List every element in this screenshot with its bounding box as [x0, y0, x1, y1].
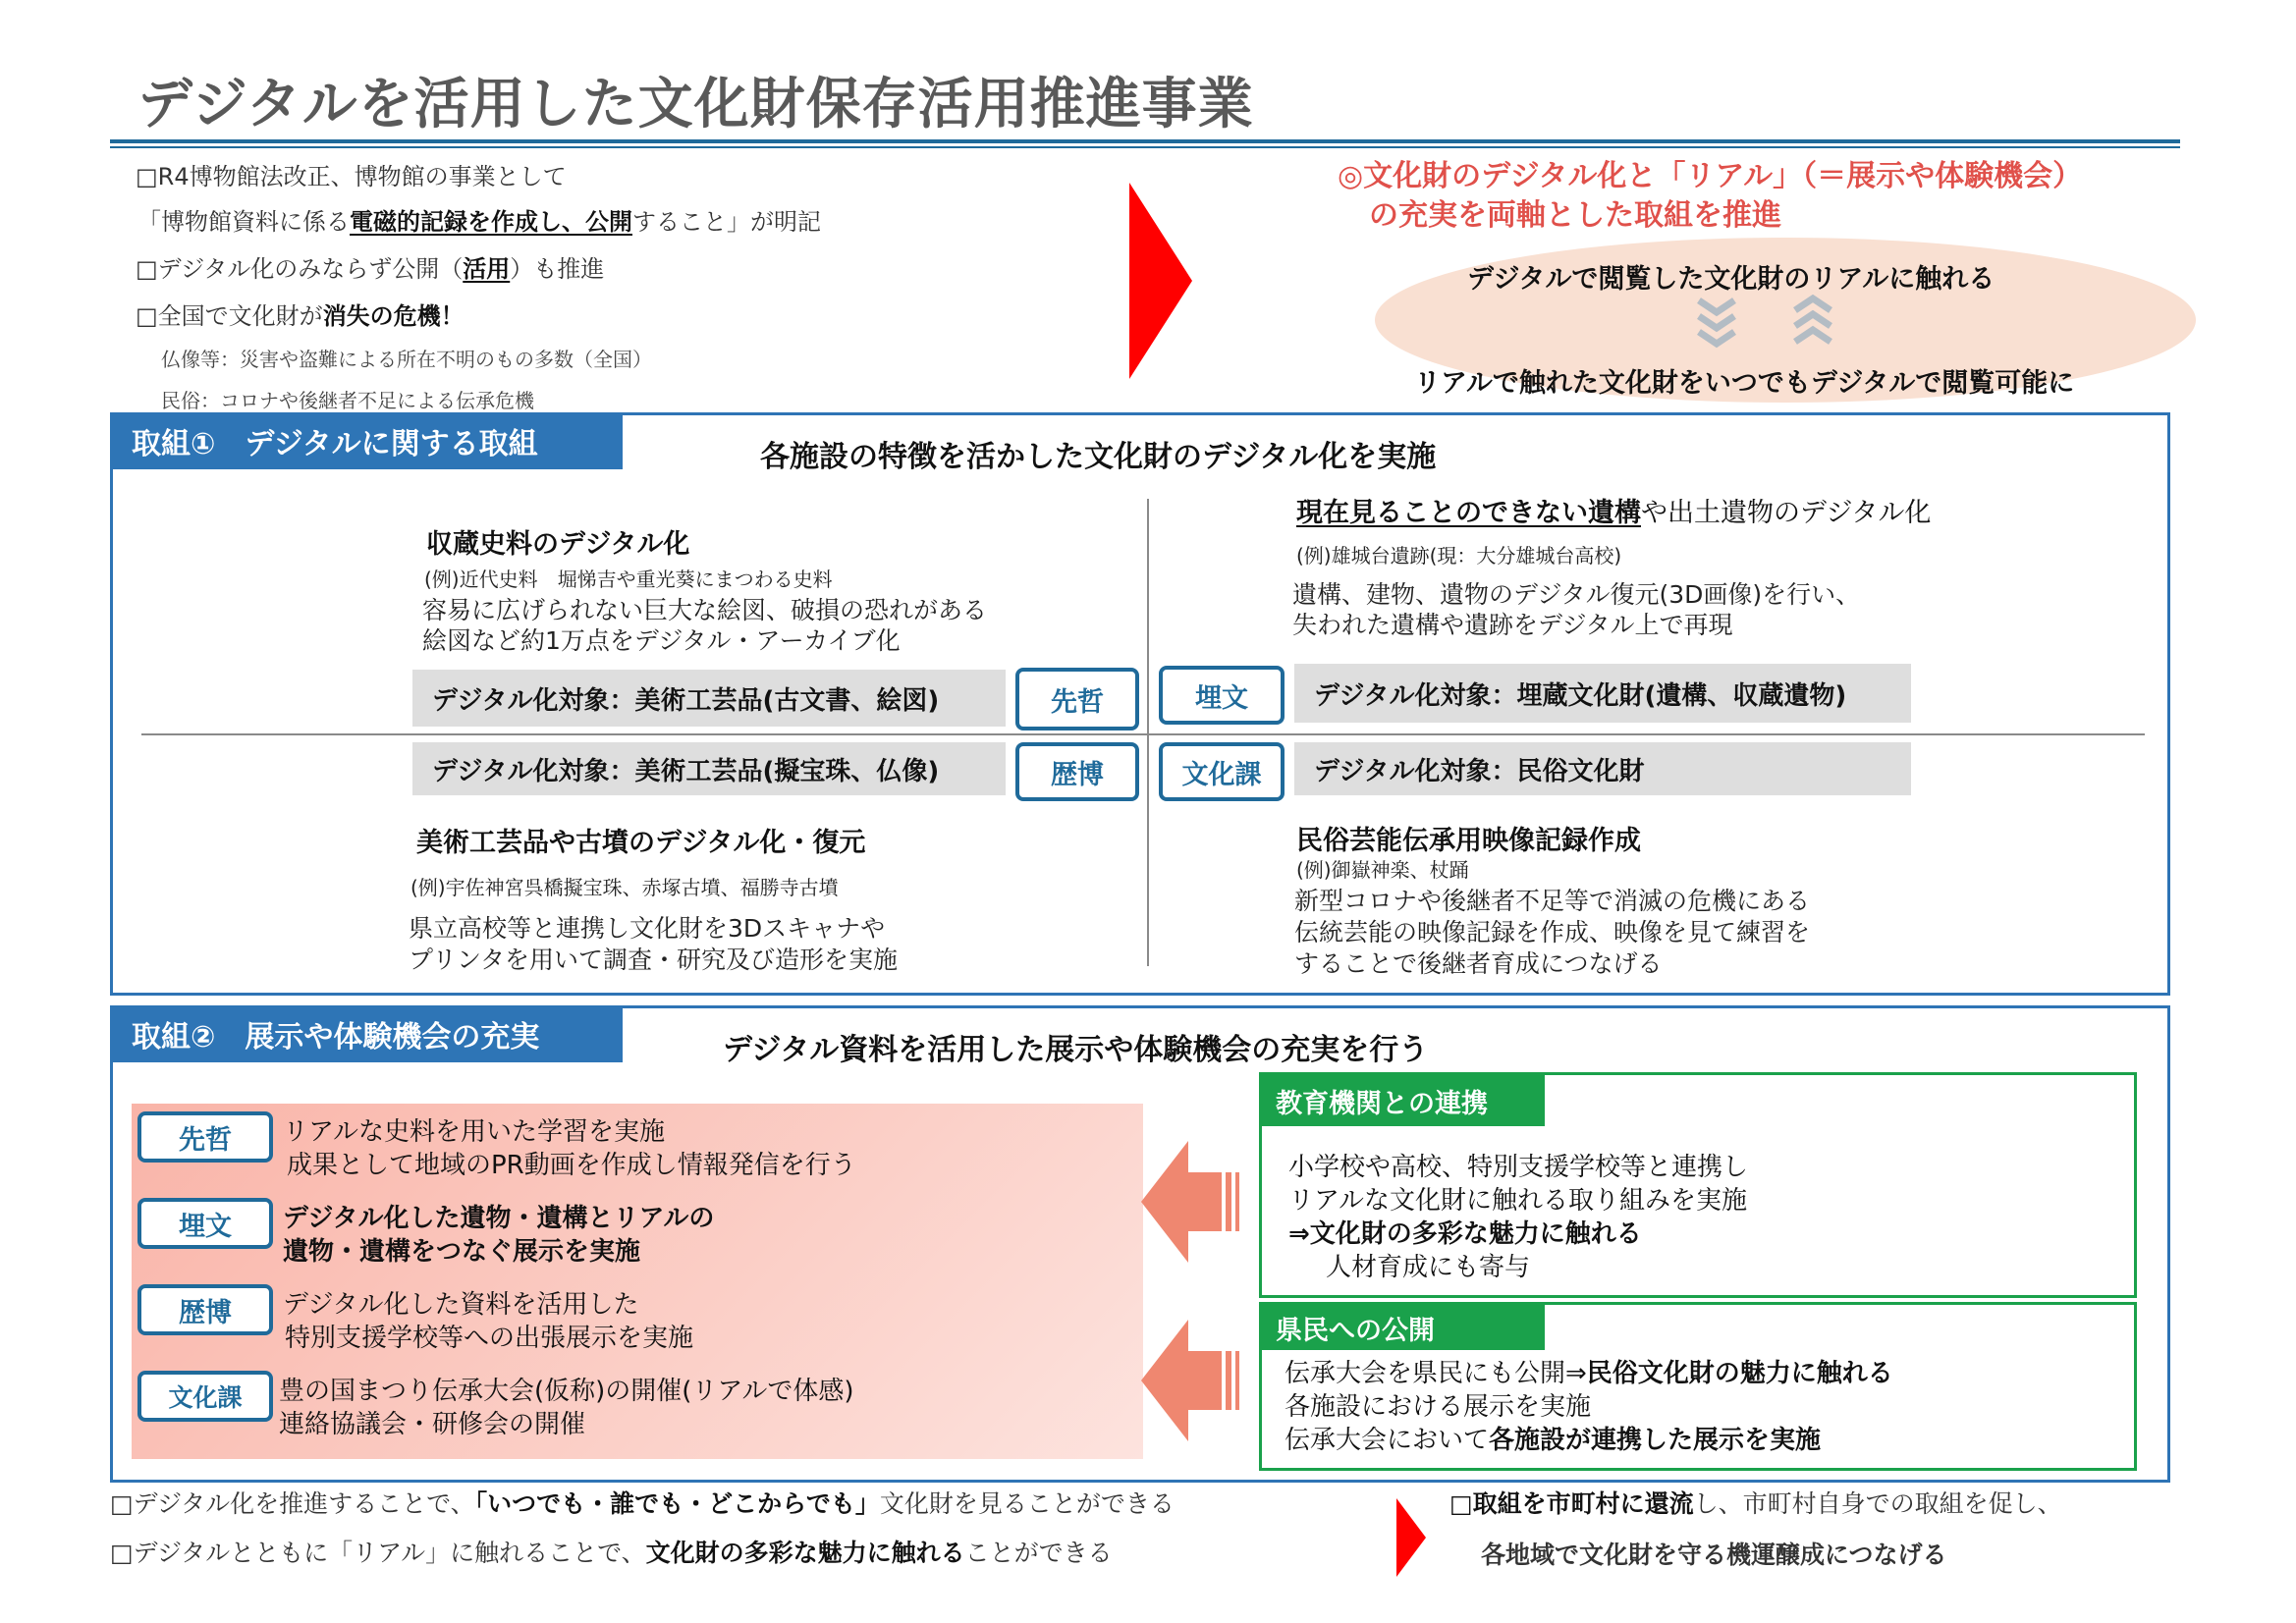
intro-line-4-pre: □全国で文化財が: [136, 302, 323, 330]
intro-line-3-emphasis: 活用: [463, 255, 511, 283]
education-collaboration-tab: 教育機関との連携: [1262, 1075, 1545, 1126]
bottom-right-arrow-icon: [1396, 1498, 1426, 1577]
intro-line-3-pre: □デジタル化のみならず公開（: [136, 255, 464, 283]
conclusion-left-1-post: 文化財を見ることができる: [879, 1489, 1175, 1518]
edu-line-3: ⇒文化財の多彩な魅力に触れる: [1288, 1219, 1642, 1249]
chevron-up-icon: [1791, 295, 1834, 352]
q2-title-rest: や出土遺物のデジタル化: [1641, 498, 1932, 528]
public-line-1-emphasis: 民俗文化財の魅力に触れる: [1586, 1359, 1893, 1388]
q2-example: (例)雄城台遺跡(現：大分雄城台高校): [1296, 544, 1622, 568]
q1-desc-1: 容易に広げられない巨大な絵図、破損の恐れがある: [422, 596, 988, 624]
intro-line-2: [137, 202, 821, 237]
cycle-top-text: デジタルで閲覧した文化財のリアルに触れる: [1467, 264, 1995, 295]
edu-line-2: リアルな文化財に触れる取り組みを実施: [1288, 1186, 1747, 1216]
cycle-bottom-text: リアルで触れた文化財をいつでもデジタルで閲覧可能に: [1414, 368, 2075, 399]
conclusion-left-2-pre: □デジタルとともに「リアル」に触れることで、: [110, 1539, 646, 1567]
conclusion-left-1-pre: □デジタル化を推進することで、: [110, 1489, 475, 1518]
activity-badge-maibun: 埋文: [137, 1198, 273, 1249]
q3-desc-2: プリンタを用いて調査・研究及び造形を実施: [409, 946, 899, 974]
badge-rekihaku: 歴博: [1015, 742, 1139, 801]
activity-badge-rekihaku: 歴博: [137, 1284, 273, 1335]
title-divider: [110, 139, 2180, 143]
conclusion-left-1: [110, 1485, 1175, 1520]
public-line-1: [1285, 1357, 1893, 1390]
activity-4-line-2: 連絡協議会・研修会の開催: [279, 1410, 586, 1439]
intro-line-2-post: すること」が明記: [632, 208, 821, 236]
left-arrow-icon-edu: [1141, 1141, 1243, 1267]
q4-desc-3: することで後継者育成につなげる: [1294, 949, 1663, 978]
activity-2-line-2: 遺物・遺構をつなぐ展示を実施: [283, 1237, 641, 1267]
q4-desc-2: 伝統芸能の映像記録を作成、映像を見て練習を: [1294, 918, 1811, 947]
conclusion-left-2: [110, 1534, 1113, 1569]
intro-line-3: [136, 249, 604, 284]
activity-3-line-2: 特別支援学校等への出張展示を実施: [285, 1324, 694, 1353]
conclusion-right-2: 各地域で文化財を守る機運醸成につなげる: [1481, 1541, 1947, 1569]
summary-headline-2: の充実を両軸とした取組を推進: [1369, 198, 1781, 233]
public-line-3-pre: 伝承大会において: [1285, 1426, 1490, 1455]
quadrant-horizontal-divider: [141, 733, 2145, 735]
q4-example: (例)御嶽神楽、杖踊: [1296, 858, 1469, 882]
q2-desc-1: 遺構、建物、遺物のデジタル復元(3D画像)を行い、: [1292, 580, 1861, 609]
public-line-1-pre: 伝承大会を県民にも公開⇒: [1285, 1359, 1587, 1388]
public-disclosure-tab: 県民への公開: [1262, 1305, 1545, 1350]
panel-1-heading: 各施設の特徴を活かした文化財のデジタル化を実施: [760, 440, 1437, 474]
conclusion-right-1: [1449, 1485, 2062, 1520]
intro-sub-1: 仏像等：災害や盗難による所在不明のもの多数（全国）: [161, 348, 652, 371]
chevron-down-icon: [1695, 297, 1738, 352]
edu-line-4: 人材育成にも寄与: [1326, 1253, 1531, 1282]
q3-desc-1: 県立高校等と連携し文化財を3Dスキャナや: [409, 914, 886, 943]
intro-line-2-pre: 「博物館資料に係る: [137, 208, 350, 236]
badge-bunkaka: 文化課: [1159, 742, 1285, 801]
activity-4-line-1: 豊の国まつり伝承大会(仮称)の開催(リアルで体感): [279, 1377, 854, 1406]
left-arrow-icon-public: [1141, 1320, 1243, 1445]
quadrant-vertical-divider: [1147, 499, 1149, 966]
q1-target-bar: デジタル化対象：美術工芸品(古文書、絵図): [412, 670, 1006, 727]
q2-title-underlined: 現在見ることのできない遺構: [1296, 498, 1641, 528]
q2-target-bar: デジタル化対象：埋蔵文化財(遺構、収蔵遺物): [1294, 664, 1911, 723]
q4-target-bar: デジタル化対象：民俗文化財: [1294, 742, 1911, 795]
q3-example: (例)宇佐神宮呉橋擬宝珠、赤塚古墳、福勝寺古墳: [410, 876, 839, 899]
intro-line-4: [136, 297, 465, 331]
q2-title: [1296, 491, 1931, 529]
right-arrow-icon: [1129, 183, 1192, 379]
q3-target-bar: デジタル化対象：美術工芸品(擬宝珠、仏像): [412, 742, 1006, 795]
conclusion-left-2-emphasis: 文化財の多彩な魅力に触れる: [645, 1539, 965, 1567]
q1-title: 収蔵史料のデジタル化: [426, 529, 690, 560]
activity-3-line-1: デジタル化した資料を活用した: [283, 1290, 639, 1320]
title-divider-thin: [110, 146, 2180, 148]
page-title: デジタルを活用した文化財保存活用推進事業: [137, 73, 1254, 136]
conclusion-left-2-post: ことができる: [964, 1539, 1113, 1567]
q2-desc-2: 失われた遺構や遺跡をデジタル上で再現: [1292, 611, 1733, 639]
summary-headline-1: ◎文化財のデジタル化と「リアル」（＝展示や体験機会）: [1338, 159, 2083, 193]
q4-desc-1: 新型コロナや後継者不足等で消滅の危機にある: [1294, 887, 1811, 915]
edu-line-1: 小学校や高校、特別支援学校等と連携し: [1288, 1153, 1749, 1182]
conclusion-left-1-emphasis: 「いつでも・誰でも・どこからでも」: [474, 1489, 880, 1518]
activity-badge-bunkaka: 文化課: [137, 1371, 273, 1422]
badge-senteki: 先哲: [1015, 668, 1139, 730]
activity-1-line-2: 成果として地域のPR動画を作成し情報発信を行う: [287, 1151, 856, 1180]
panel-1-tab: 取組① デジタルに関する取組: [110, 412, 623, 469]
public-line-2: 各施設における展示を実施: [1285, 1392, 1592, 1422]
intro-sub-2: 民俗：コロナや後継者不足による伝承危機: [161, 389, 534, 412]
activity-1-line-1: リアルな史料を用いた学習を実施: [283, 1117, 665, 1147]
panel-2-tab: 取組② 展示や体験機会の充実: [110, 1005, 623, 1062]
q3-title: 美術工芸品や古墳のデジタル化・復元: [416, 828, 866, 858]
panel-2-heading: デジタル資料を活用した展示や体験機会の充実を行う: [723, 1033, 1429, 1067]
intro-line-2-emphasis: 電磁的記録を作成し、公開: [350, 208, 632, 236]
q1-example: (例)近代史料 堀悌吉や重光葵にまつわる史料: [424, 568, 833, 591]
badge-maibun: 埋文: [1159, 666, 1285, 725]
activity-badge-senteki: 先哲: [137, 1111, 273, 1163]
conclusion-right-1-post: し、市町村自身での取組を促し、: [1693, 1489, 2062, 1518]
public-line-3: [1285, 1424, 1821, 1457]
q4-title: 民俗芸能伝承用映像記録作成: [1296, 826, 1641, 856]
q1-desc-2: 絵図など約1万点をデジタル・アーカイブ化: [422, 626, 901, 655]
intro-line-3-post: ）も推進: [510, 255, 605, 283]
conclusion-right-1-emphasis: □取組を市町村に還流: [1449, 1489, 1694, 1518]
public-line-3-emphasis: 各施設が連携した展示を実施: [1489, 1426, 1822, 1455]
intro-line-1: □R4博物館法改正、博物館の事業として: [136, 163, 567, 190]
activity-2-line-1: デジタル化した遺物・遺構とリアルの: [283, 1204, 715, 1233]
intro-line-4-emphasis: 消失の危機！: [322, 302, 465, 330]
